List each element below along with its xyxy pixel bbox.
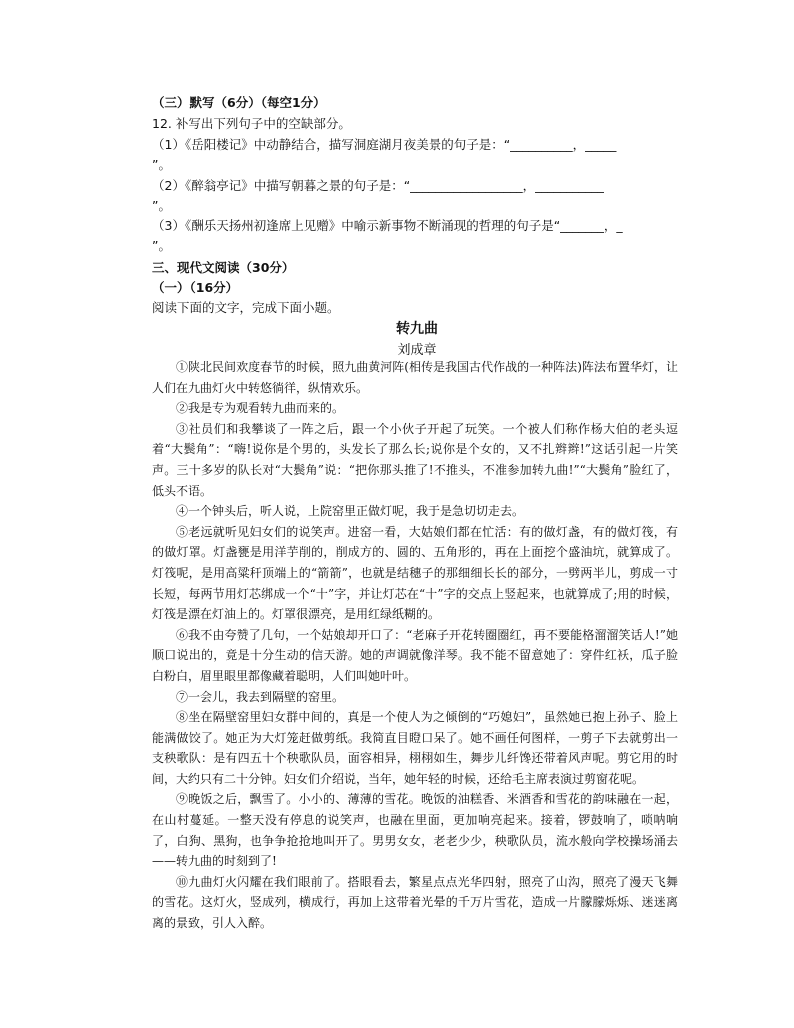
question-12-3-line1: （3）《酬乐天扬州初逢席上见赠》中喻示新事物不断涌现的哲理的句子是“_______，_ <box>152 218 623 233</box>
sub-heading-part-1: （一）（16分） <box>152 280 239 295</box>
reading-instruction: 阅读下面的文字，完成下面小题。 <box>152 300 340 315</box>
question-12-3-line2: ”。 <box>152 238 171 253</box>
section-heading-dictation: （三）默写（6分）（每空1分） <box>152 95 326 110</box>
paragraph-4: ④一个钟头后，听人说，上院窑里正做灯呢，我于是急切切走去。 <box>176 504 525 519</box>
paragraph-8: ⑧坐在隔壁窑里妇女群中间的，真是一个使人为之倾倒的“巧媳妇”，虽然她已抱上孙子、脸上能满做饺了。她正为大灯笼赶做剪纸。我简直目瞪口呆了。她不画任何图样，一剪子下去就剪出一支秧歌队：是有四五十个秧歌队员，面容相异，栩栩如生，舞步儿纤馋还带着风声呢。剪它用的时间，大约只有二十分钟。妇女们介绍说，当年，她年轻的时候，还给毛主席表演过剪窗花呢。 <box>152 710 678 786</box>
paragraph-6: ⑥我不由夸赞了几句，一个姑娘却开口了：“老麻子开花转圈圈红，再不要能格溜溜笑话人!”她顺口说出的，竟是十分生动的信天游。她的声调就像洋琴。我不能不留意她了：穿件红袄，瓜子脸白粉白，眉里眼里都像藏着聪明，人们叫她叶叶。 <box>152 627 678 683</box>
paragraph-2: ②我是专为观看转九曲而来的。 <box>176 401 345 416</box>
paragraph-10: ⑩九曲灯火闪耀在我们眼前了。搭眼看去，繁星点点光华四射，照亮了山沟，照亮了漫天飞舞的雪花。这灯火，竖成列，横成行，再加上这带着光晕的千万片雪花，造成一片朦朦烁烁、迷迷离离的景致，引人入醉。 <box>152 874 678 931</box>
question-12-2-line2: ”。 <box>152 198 171 213</box>
question-12-1-line2: ”。 <box>152 157 171 172</box>
passage-author: 刘成章 <box>397 343 437 358</box>
question-12-intro: 12. 补写出下列句子中的空缺部分。 <box>152 116 351 131</box>
passage-body <box>152 357 678 934</box>
question-12-2-line1: （2）《醉翁亭记》中描写朝暮之景的句子是：“__________________，___________ <box>152 178 604 193</box>
paragraph-9: ⑨晚饭之后，飘雪了。小小的、薄薄的雪花。晚饭的油糕香、米酒香和雪花的韵味融在一起，在山村蔓延。一整天没有停息的说笑声，也融在里面，更加响亮起来。接着，锣鼓响了，唢呐响了，白狗、黑狗，也争争抢抢地叫开了。男男女女，老老少少，秧歌队员，流水般向学校操场涌去——转九曲的时刻到了! <box>152 792 678 869</box>
paragraph-3: ③社员们和我攀谈了一阵之后，跟一个小伙子开起了玩笑。一个被人们称作杨大伯的老头逗着“大鬓角”：“嗨!说你是个男的，头发长了那么长;说你是个女的，又不扎辫辫!”这话引起一片笑声。三十多岁的队长对“大鬓角”说：“把你那头推了!不推头，不准参加转九曲!”“大鬓角”脸红了，低头不语。 <box>152 421 678 498</box>
question-12-1-line1: （1）《岳阳楼记》中动静结合，描写洞庭湖月夜美景的句子是：“__________，_____ <box>152 137 617 152</box>
paragraph-1: ①陕北民间欢度春节的时候，照九曲黄河阵(相传是我国古代作战的一种阵法)阵法布置华灯，让人们在九曲灯火中转悠徜徉，纵情欢乐。 <box>152 360 678 395</box>
paragraph-7: ⑦一会儿，我去到隔壁的窑里。 <box>176 689 345 704</box>
paragraph-5: ⑤老远就听见妇女们的说笑声。进窑一看，大姑娘们都在忙活：有的做灯盏，有的做灯筏，有的做灯罩。灯盏甕是用洋芋削的，削成方的、圆的、五角形的，再在上面挖个盛油坑，就算成了。灯筏呢，是用高粱秆顶端上的“箭箭”，也就是结穗子的那细细长长的部分，一劈两半儿，剪成一寸长短，每两节用灯芯绑成一个“十”字，并让灯芯在“十”字的交点上竖起来，也就算成了;用的时候，灯筏是漂在灯油上的。灯罩很漂亮，是用红绿纸糊的。 <box>152 524 678 622</box>
section-heading-modern-reading: 三、现代文阅读（30分） <box>152 260 295 275</box>
passage-title: 转九曲 <box>396 321 438 337</box>
